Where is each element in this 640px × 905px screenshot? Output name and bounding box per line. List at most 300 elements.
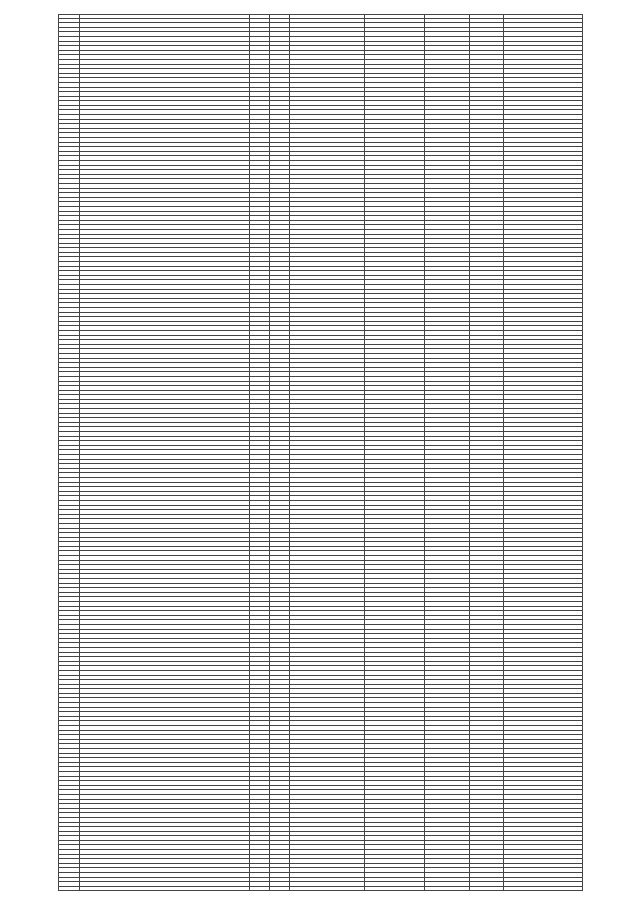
address-cell xyxy=(79,441,249,445)
address-cell xyxy=(79,850,249,854)
address-cell xyxy=(79,161,249,165)
build-year-cell xyxy=(249,303,269,307)
plan-start-cell xyxy=(364,193,424,197)
work-type-cell xyxy=(289,588,364,592)
address-cell xyxy=(79,19,249,23)
plan-end-cell xyxy=(424,859,469,863)
unit-cell xyxy=(469,538,503,542)
plan-start-cell xyxy=(364,574,424,578)
work-type-cell xyxy=(289,156,364,160)
unit-cell xyxy=(469,189,503,193)
row-id-cell xyxy=(58,386,79,390)
address-cell xyxy=(79,198,249,202)
row-id-cell xyxy=(58,55,79,59)
address-cell xyxy=(79,602,249,606)
build-year-cell xyxy=(249,584,269,588)
end-year-cell xyxy=(269,83,289,87)
plan-start-cell xyxy=(364,744,424,748)
end-year-cell xyxy=(269,662,289,666)
end-year-cell xyxy=(269,574,289,578)
unit-cell xyxy=(469,193,503,197)
end-year-cell xyxy=(269,611,289,615)
plan-start-cell xyxy=(364,179,424,183)
amount-cell xyxy=(503,873,583,877)
unit-cell xyxy=(469,519,503,523)
address-cell xyxy=(79,648,249,652)
amount-cell xyxy=(503,510,583,514)
amount-cell xyxy=(503,147,583,151)
end-year-cell xyxy=(269,368,289,372)
unit-cell xyxy=(469,878,503,882)
amount-cell xyxy=(503,767,583,771)
work-type-cell xyxy=(289,372,364,376)
build-year-cell xyxy=(249,156,269,160)
amount-cell xyxy=(503,547,583,551)
work-type-cell xyxy=(289,363,364,367)
amount-cell xyxy=(503,868,583,872)
amount-cell xyxy=(503,257,583,261)
work-type-cell xyxy=(289,735,364,739)
build-year-cell xyxy=(249,55,269,59)
work-type-cell xyxy=(289,28,364,32)
plan-start-cell xyxy=(364,322,424,326)
row-id-cell xyxy=(58,60,79,64)
work-type-cell xyxy=(289,818,364,822)
plan-end-cell xyxy=(424,524,469,528)
work-type-cell xyxy=(289,694,364,698)
work-type-cell xyxy=(289,887,364,891)
plan-end-cell xyxy=(424,772,469,776)
address-cell xyxy=(79,533,249,537)
amount-cell xyxy=(503,267,583,271)
plan-start-cell xyxy=(364,712,424,716)
unit-cell xyxy=(469,703,503,707)
plan-end-cell xyxy=(424,643,469,647)
row-id-cell xyxy=(58,602,79,606)
plan-start-cell xyxy=(364,129,424,133)
work-type-cell xyxy=(289,754,364,758)
work-type-cell xyxy=(289,611,364,615)
address-cell xyxy=(79,551,249,555)
build-year-cell xyxy=(249,579,269,583)
end-year-cell xyxy=(269,882,289,886)
end-year-cell xyxy=(269,88,289,92)
address-cell xyxy=(79,818,249,822)
plan-end-cell xyxy=(424,432,469,436)
amount-cell xyxy=(503,556,583,560)
address-cell xyxy=(79,584,249,588)
work-type-cell xyxy=(289,593,364,597)
unit-cell xyxy=(469,671,503,675)
plan-end-cell xyxy=(424,515,469,519)
row-id-cell xyxy=(58,46,79,50)
end-year-cell xyxy=(269,193,289,197)
unit-cell xyxy=(469,455,503,459)
plan-end-cell xyxy=(424,308,469,312)
unit-cell xyxy=(469,400,503,404)
address-cell xyxy=(79,487,249,491)
amount-cell xyxy=(503,643,583,647)
work-type-cell xyxy=(289,708,364,712)
work-type-cell xyxy=(289,859,364,863)
row-id-cell xyxy=(58,313,79,317)
build-year-cell xyxy=(249,193,269,197)
unit-cell xyxy=(469,271,503,275)
work-type-cell xyxy=(289,354,364,358)
unit-cell xyxy=(469,533,503,537)
row-id-cell xyxy=(58,620,79,624)
end-year-cell xyxy=(269,754,289,758)
work-type-cell xyxy=(289,676,364,680)
work-type-cell xyxy=(289,501,364,505)
build-year-cell xyxy=(249,469,269,473)
plan-end-cell xyxy=(424,65,469,69)
amount-cell xyxy=(503,579,583,583)
plan-start-cell xyxy=(364,170,424,174)
unit-cell xyxy=(469,868,503,872)
amount-cell xyxy=(503,726,583,730)
end-year-cell xyxy=(269,827,289,831)
row-id-cell xyxy=(58,630,79,634)
unit-cell xyxy=(469,501,503,505)
plan-start-cell xyxy=(364,32,424,36)
amount-cell xyxy=(503,55,583,59)
address-cell xyxy=(79,340,249,344)
build-year-cell xyxy=(249,731,269,735)
row-id-cell xyxy=(58,478,79,482)
amount-cell xyxy=(503,657,583,661)
build-year-cell xyxy=(249,887,269,891)
row-id-cell xyxy=(58,864,79,868)
address-cell xyxy=(79,542,249,546)
row-id-cell xyxy=(58,538,79,542)
address-cell xyxy=(79,354,249,358)
plan-end-cell xyxy=(424,786,469,790)
row-id-cell xyxy=(58,42,79,46)
unit-cell xyxy=(469,179,503,183)
build-year-cell xyxy=(249,763,269,767)
amount-cell xyxy=(503,616,583,620)
plan-start-cell xyxy=(364,60,424,64)
plan-end-cell xyxy=(424,92,469,96)
work-type-cell xyxy=(289,698,364,702)
end-year-cell xyxy=(269,106,289,110)
unit-cell xyxy=(469,832,503,836)
unit-cell xyxy=(469,276,503,280)
build-year-cell xyxy=(249,106,269,110)
row-id-cell xyxy=(58,639,79,643)
unit-cell xyxy=(469,616,503,620)
build-year-cell xyxy=(249,437,269,441)
address-cell xyxy=(79,579,249,583)
build-year-cell xyxy=(249,143,269,147)
amount-cell xyxy=(503,772,583,776)
row-id-cell xyxy=(58,37,79,41)
build-year-cell xyxy=(249,184,269,188)
address-cell xyxy=(79,510,249,514)
work-type-cell xyxy=(289,487,364,491)
plan-end-cell xyxy=(424,496,469,500)
row-id-cell xyxy=(58,23,79,27)
plan-end-cell xyxy=(424,46,469,50)
build-year-cell xyxy=(249,809,269,813)
build-year-cell xyxy=(249,359,269,363)
plan-end-cell xyxy=(424,758,469,762)
work-type-cell xyxy=(289,212,364,216)
address-cell xyxy=(79,616,249,620)
plan-end-cell xyxy=(424,290,469,294)
plan-start-cell xyxy=(364,92,424,96)
plan-start-cell xyxy=(364,786,424,790)
amount-cell xyxy=(503,97,583,101)
build-year-cell xyxy=(249,818,269,822)
build-year-cell xyxy=(249,823,269,827)
address-cell xyxy=(79,28,249,32)
row-id-cell xyxy=(58,267,79,271)
unit-cell xyxy=(469,32,503,36)
end-year-cell xyxy=(269,166,289,170)
plan-start-cell xyxy=(364,230,424,234)
build-year-cell xyxy=(249,354,269,358)
unit-cell xyxy=(469,359,503,363)
plan-end-cell xyxy=(424,37,469,41)
address-cell xyxy=(79,427,249,431)
plan-end-cell xyxy=(424,740,469,744)
unit-cell xyxy=(469,721,503,725)
unit-cell xyxy=(469,662,503,666)
work-type-cell xyxy=(289,377,364,381)
end-year-cell xyxy=(269,15,289,18)
unit-cell xyxy=(469,685,503,689)
end-year-cell xyxy=(269,37,289,41)
address-cell xyxy=(79,671,249,675)
plan-start-cell xyxy=(364,506,424,510)
work-type-cell xyxy=(289,607,364,611)
address-cell xyxy=(79,299,249,303)
amount-cell xyxy=(503,345,583,349)
end-year-cell xyxy=(269,868,289,872)
row-id-cell xyxy=(58,565,79,569)
row-id-cell xyxy=(58,147,79,151)
work-type-cell xyxy=(289,597,364,601)
end-year-cell xyxy=(269,253,289,257)
work-type-cell xyxy=(289,184,364,188)
plan-end-cell xyxy=(424,78,469,82)
address-cell xyxy=(79,795,249,799)
build-year-cell xyxy=(249,749,269,753)
build-year-cell xyxy=(249,561,269,565)
end-year-cell xyxy=(269,823,289,827)
unit-cell xyxy=(469,827,503,831)
row-id-cell xyxy=(58,239,79,243)
plan-end-cell xyxy=(424,262,469,266)
address-cell xyxy=(79,763,249,767)
build-year-cell xyxy=(249,377,269,381)
amount-cell xyxy=(503,317,583,321)
end-year-cell xyxy=(269,841,289,845)
end-year-cell xyxy=(269,478,289,482)
address-cell xyxy=(79,519,249,523)
build-year-cell xyxy=(249,51,269,55)
build-year-cell xyxy=(249,460,269,464)
end-year-cell xyxy=(269,790,289,794)
end-year-cell xyxy=(269,175,289,179)
work-type-cell xyxy=(289,202,364,206)
end-year-cell xyxy=(269,850,289,854)
address-cell xyxy=(79,786,249,790)
plan-start-cell xyxy=(364,643,424,647)
plan-end-cell xyxy=(424,689,469,693)
amount-cell xyxy=(503,570,583,574)
address-cell xyxy=(79,156,249,160)
plan-end-cell xyxy=(424,152,469,156)
work-type-cell xyxy=(289,506,364,510)
build-year-cell xyxy=(249,345,269,349)
row-id-cell xyxy=(58,262,79,266)
plan-start-cell xyxy=(364,538,424,542)
plan-end-cell xyxy=(424,276,469,280)
address-cell xyxy=(79,276,249,280)
end-year-cell xyxy=(269,639,289,643)
plan-start-cell xyxy=(364,698,424,702)
amount-cell xyxy=(503,28,583,32)
work-type-cell xyxy=(289,662,364,666)
address-cell xyxy=(79,78,249,82)
amount-cell xyxy=(503,395,583,399)
row-id-cell xyxy=(58,841,79,845)
build-year-cell xyxy=(249,441,269,445)
plan-start-cell xyxy=(364,772,424,776)
amount-cell xyxy=(503,285,583,289)
amount-cell xyxy=(503,42,583,46)
table-row xyxy=(58,887,583,892)
end-year-cell xyxy=(269,313,289,317)
end-year-cell xyxy=(269,469,289,473)
row-id-cell xyxy=(58,460,79,464)
unit-cell xyxy=(469,372,503,376)
row-id-cell xyxy=(58,836,79,840)
build-year-cell xyxy=(249,42,269,46)
plan-end-cell xyxy=(424,653,469,657)
work-type-cell xyxy=(289,492,364,496)
work-type-cell xyxy=(289,317,364,321)
work-type-cell xyxy=(289,124,364,128)
row-id-cell xyxy=(58,395,79,399)
address-cell xyxy=(79,423,249,427)
plan-end-cell xyxy=(424,735,469,739)
unit-cell xyxy=(469,340,503,344)
row-id-cell xyxy=(58,487,79,491)
row-id-cell xyxy=(58,643,79,647)
unit-cell xyxy=(469,676,503,680)
end-year-cell xyxy=(269,138,289,142)
row-id-cell xyxy=(58,120,79,124)
plan-end-cell xyxy=(424,538,469,542)
unit-cell xyxy=(469,46,503,50)
plan-start-cell xyxy=(364,749,424,753)
row-id-cell xyxy=(58,671,79,675)
unit-cell xyxy=(469,795,503,799)
work-type-cell xyxy=(289,763,364,767)
address-cell xyxy=(79,15,249,18)
row-id-cell xyxy=(58,193,79,197)
build-year-cell xyxy=(249,368,269,372)
row-id-cell xyxy=(58,32,79,36)
amount-cell xyxy=(503,786,583,790)
amount-cell xyxy=(503,735,583,739)
row-id-cell xyxy=(58,441,79,445)
address-cell xyxy=(79,349,249,353)
work-type-cell xyxy=(289,570,364,574)
build-year-cell xyxy=(249,850,269,854)
plan-end-cell xyxy=(424,749,469,753)
row-id-cell xyxy=(58,97,79,101)
end-year-cell xyxy=(269,303,289,307)
row-id-cell xyxy=(58,368,79,372)
end-year-cell xyxy=(269,363,289,367)
plan-end-cell xyxy=(424,818,469,822)
row-id-cell xyxy=(58,92,79,96)
amount-cell xyxy=(503,666,583,670)
address-cell xyxy=(79,129,249,133)
unit-cell xyxy=(469,303,503,307)
build-year-cell xyxy=(249,483,269,487)
work-type-cell xyxy=(289,666,364,670)
build-year-cell xyxy=(249,772,269,776)
address-cell xyxy=(79,538,249,542)
build-year-cell xyxy=(249,800,269,804)
row-id-cell xyxy=(58,473,79,477)
unit-cell xyxy=(469,777,503,781)
plan-start-cell xyxy=(364,483,424,487)
work-type-cell xyxy=(289,519,364,523)
unit-cell xyxy=(469,515,503,519)
amount-cell xyxy=(503,473,583,477)
build-year-cell xyxy=(249,597,269,601)
end-year-cell xyxy=(269,818,289,822)
unit-cell xyxy=(469,740,503,744)
work-type-cell xyxy=(289,565,364,569)
work-type-cell xyxy=(289,235,364,239)
address-cell xyxy=(79,193,249,197)
plan-end-cell xyxy=(424,23,469,27)
plan-end-cell xyxy=(424,143,469,147)
row-id-cell xyxy=(58,19,79,23)
plan-end-cell xyxy=(424,336,469,340)
address-cell xyxy=(79,290,249,294)
address-cell xyxy=(79,464,249,468)
plan-end-cell xyxy=(424,244,469,248)
end-year-cell xyxy=(269,51,289,55)
address-cell xyxy=(79,166,249,170)
row-id-cell xyxy=(58,767,79,771)
end-year-cell xyxy=(269,809,289,813)
amount-cell xyxy=(503,620,583,624)
row-id-cell xyxy=(58,611,79,615)
plan-start-cell xyxy=(364,175,424,179)
work-type-cell xyxy=(289,83,364,87)
address-cell xyxy=(79,845,249,849)
plan-end-cell xyxy=(424,303,469,307)
plan-start-cell xyxy=(364,308,424,312)
end-year-cell xyxy=(269,749,289,753)
build-year-cell xyxy=(249,754,269,758)
work-type-cell xyxy=(289,584,364,588)
address-cell xyxy=(79,207,249,211)
end-year-cell xyxy=(269,446,289,450)
address-cell xyxy=(79,437,249,441)
end-year-cell xyxy=(269,602,289,606)
